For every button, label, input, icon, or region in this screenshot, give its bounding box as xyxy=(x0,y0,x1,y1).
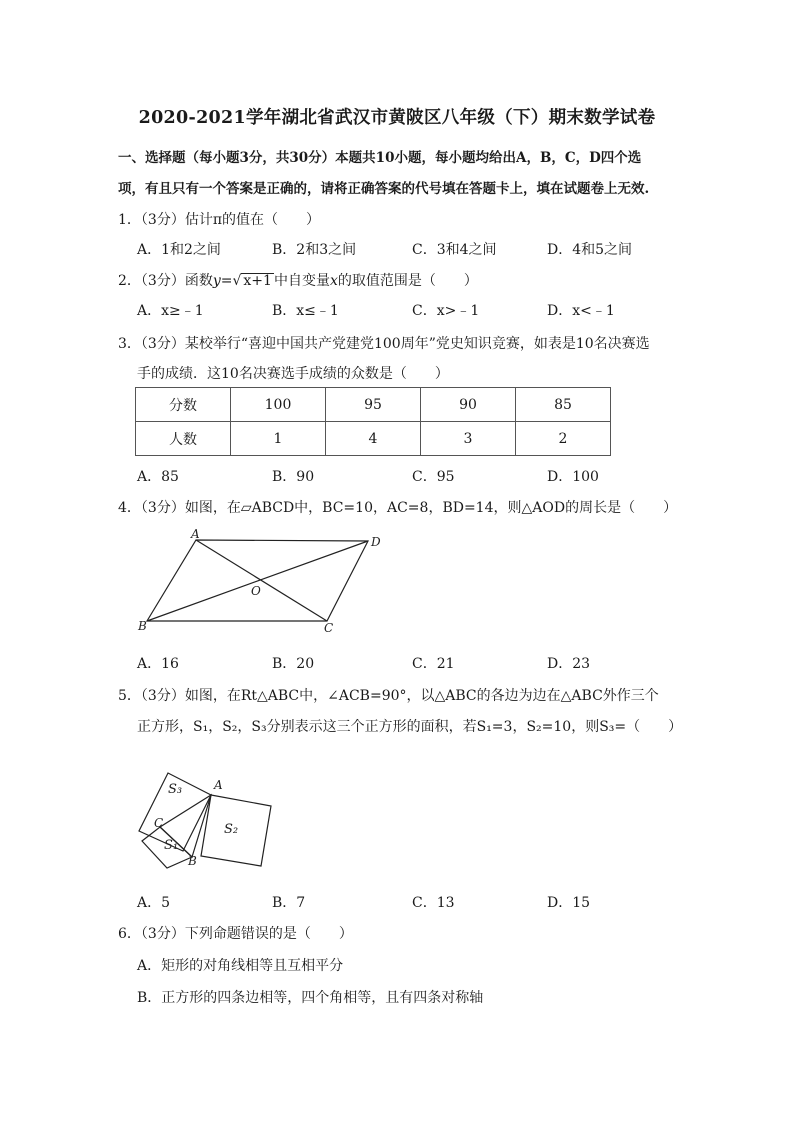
question-4-option-d: D．23 xyxy=(547,656,591,672)
question-3-option-b: B．90 xyxy=(272,469,315,485)
question-2-option-a: A．x≥﹣1 xyxy=(137,303,204,319)
table-cell: 2 xyxy=(516,422,611,456)
question-2-option-c: C．x>﹣1 xyxy=(412,303,480,319)
question-2-stem-suffix: 的取值范围是（ ） xyxy=(337,273,478,289)
question-1-option-b: B．2和3之间 xyxy=(272,242,357,258)
question-6-stem: 6．（3分）下列命题错误的是（ ） xyxy=(118,926,353,942)
label-d: D xyxy=(371,535,381,549)
question-6-option-b: B．正方形的四条边相等，四个角相等，且有四条对称轴 xyxy=(137,990,484,1006)
question-3-option-c: C．95 xyxy=(412,469,455,485)
section-instruction-line-1: 一、选择题（每小题3分，共30分）本题共10小题，每小题均给出A，B，C，D四个选 xyxy=(118,150,642,166)
question-1-option-c: C．3和4之间 xyxy=(412,242,497,258)
question-5-option-c: C．13 xyxy=(412,895,455,911)
table-row xyxy=(136,388,611,422)
question-5-stem-line-2: 正方形，S₁，S₂，S₃分别表示这三个正方形的面积，若S₁=3，S₂=10，则S₃=（ ） xyxy=(137,719,683,735)
question-2-stem xyxy=(118,270,478,290)
question-5-option-b: B．7 xyxy=(272,895,306,911)
table-cell: 3 xyxy=(421,422,516,456)
label-s1: S₁ xyxy=(164,838,179,853)
question-4-option-c: C．21 xyxy=(412,656,455,672)
label-a: A xyxy=(191,527,200,541)
question-2-equals: = xyxy=(220,273,233,289)
table-cell: 90 xyxy=(421,388,516,422)
question-4-option-b: B．20 xyxy=(272,656,315,672)
table-cell: 100 xyxy=(231,388,326,422)
table-cell: 85 xyxy=(516,388,611,422)
question-1-option-d: D．4和5之间 xyxy=(547,242,633,258)
table-cell: 95 xyxy=(326,388,421,422)
table-cell: 人数 xyxy=(136,422,231,456)
table-cell: 1 xyxy=(231,422,326,456)
score-table xyxy=(135,387,611,456)
question-2-variable-x: x xyxy=(329,273,338,289)
sqrt-sign: √ xyxy=(232,273,242,289)
question-2-option-b: B．x≤﹣1 xyxy=(272,303,339,319)
question-4-stem: 4．（3分）如图，在▱ABCD中，BC=10，AC=8，BD=14，则△AOD的周长是（ ） xyxy=(118,500,678,516)
question-2-stem-middle: 中自变量 xyxy=(273,273,330,289)
question-3-stem-line-1: 3．（3分）某校举行“喜迎中国共产党建党100周年”党史知识竞赛，如表是10名决赛选 xyxy=(118,336,650,352)
question-5-stem-line-1: 5．（3分）如图，在Rt△ABC中，∠ACB=90°，以△ABC的各边为边在△ABC外作三个 xyxy=(118,688,659,704)
label-a: A xyxy=(214,778,223,792)
question-2-stem-prefix: 2．（3分）函数 xyxy=(118,273,213,289)
question-3-stem-line-2: 手的成绩．这10名决赛选手成绩的众数是（ ） xyxy=(137,366,449,382)
question-2-variable-y: y xyxy=(212,273,221,289)
label-s3: S₃ xyxy=(168,782,183,797)
exam-title: 2020-2021学年湖北省武汉市黄陂区八年级（下）期末数学试卷 xyxy=(138,108,656,128)
diagonal-ac xyxy=(196,540,327,621)
section-instruction-line-2: 项，有且只有一个答案是正确的，请将正确答案的代号填在答题卡上，填在试题卷上无效. xyxy=(118,181,650,197)
diagonal-bd xyxy=(147,541,368,621)
question-4-option-a: A．16 xyxy=(137,656,179,672)
question-3-option-a: A．85 xyxy=(137,469,179,485)
question-5-option-a: A．5 xyxy=(137,895,171,911)
question-2-option-d: D．x<﹣1 xyxy=(547,303,615,319)
table-row xyxy=(136,422,611,456)
parallelogram-figure xyxy=(130,525,400,640)
label-c: C xyxy=(324,621,334,635)
question-1-stem: 1．（3分）估计π的值在（ ） xyxy=(118,212,321,228)
label-c: C xyxy=(154,816,164,830)
label-s2: S₂ xyxy=(224,822,239,837)
table-cell: 4 xyxy=(326,422,421,456)
question-1-option-a: A．1和2之间 xyxy=(137,242,221,258)
question-2-radicand: x+1 xyxy=(243,273,272,289)
label-b: B xyxy=(138,619,147,633)
table-cell: 分数 xyxy=(136,388,231,422)
question-3-option-d: D．100 xyxy=(547,469,599,485)
label-b: B xyxy=(188,854,197,868)
squares-figure xyxy=(130,745,290,875)
label-o: O xyxy=(251,584,261,598)
question-5-option-d: D．15 xyxy=(547,895,591,911)
question-6-option-a: A．矩形的对角线相等且互相平分 xyxy=(137,958,344,974)
